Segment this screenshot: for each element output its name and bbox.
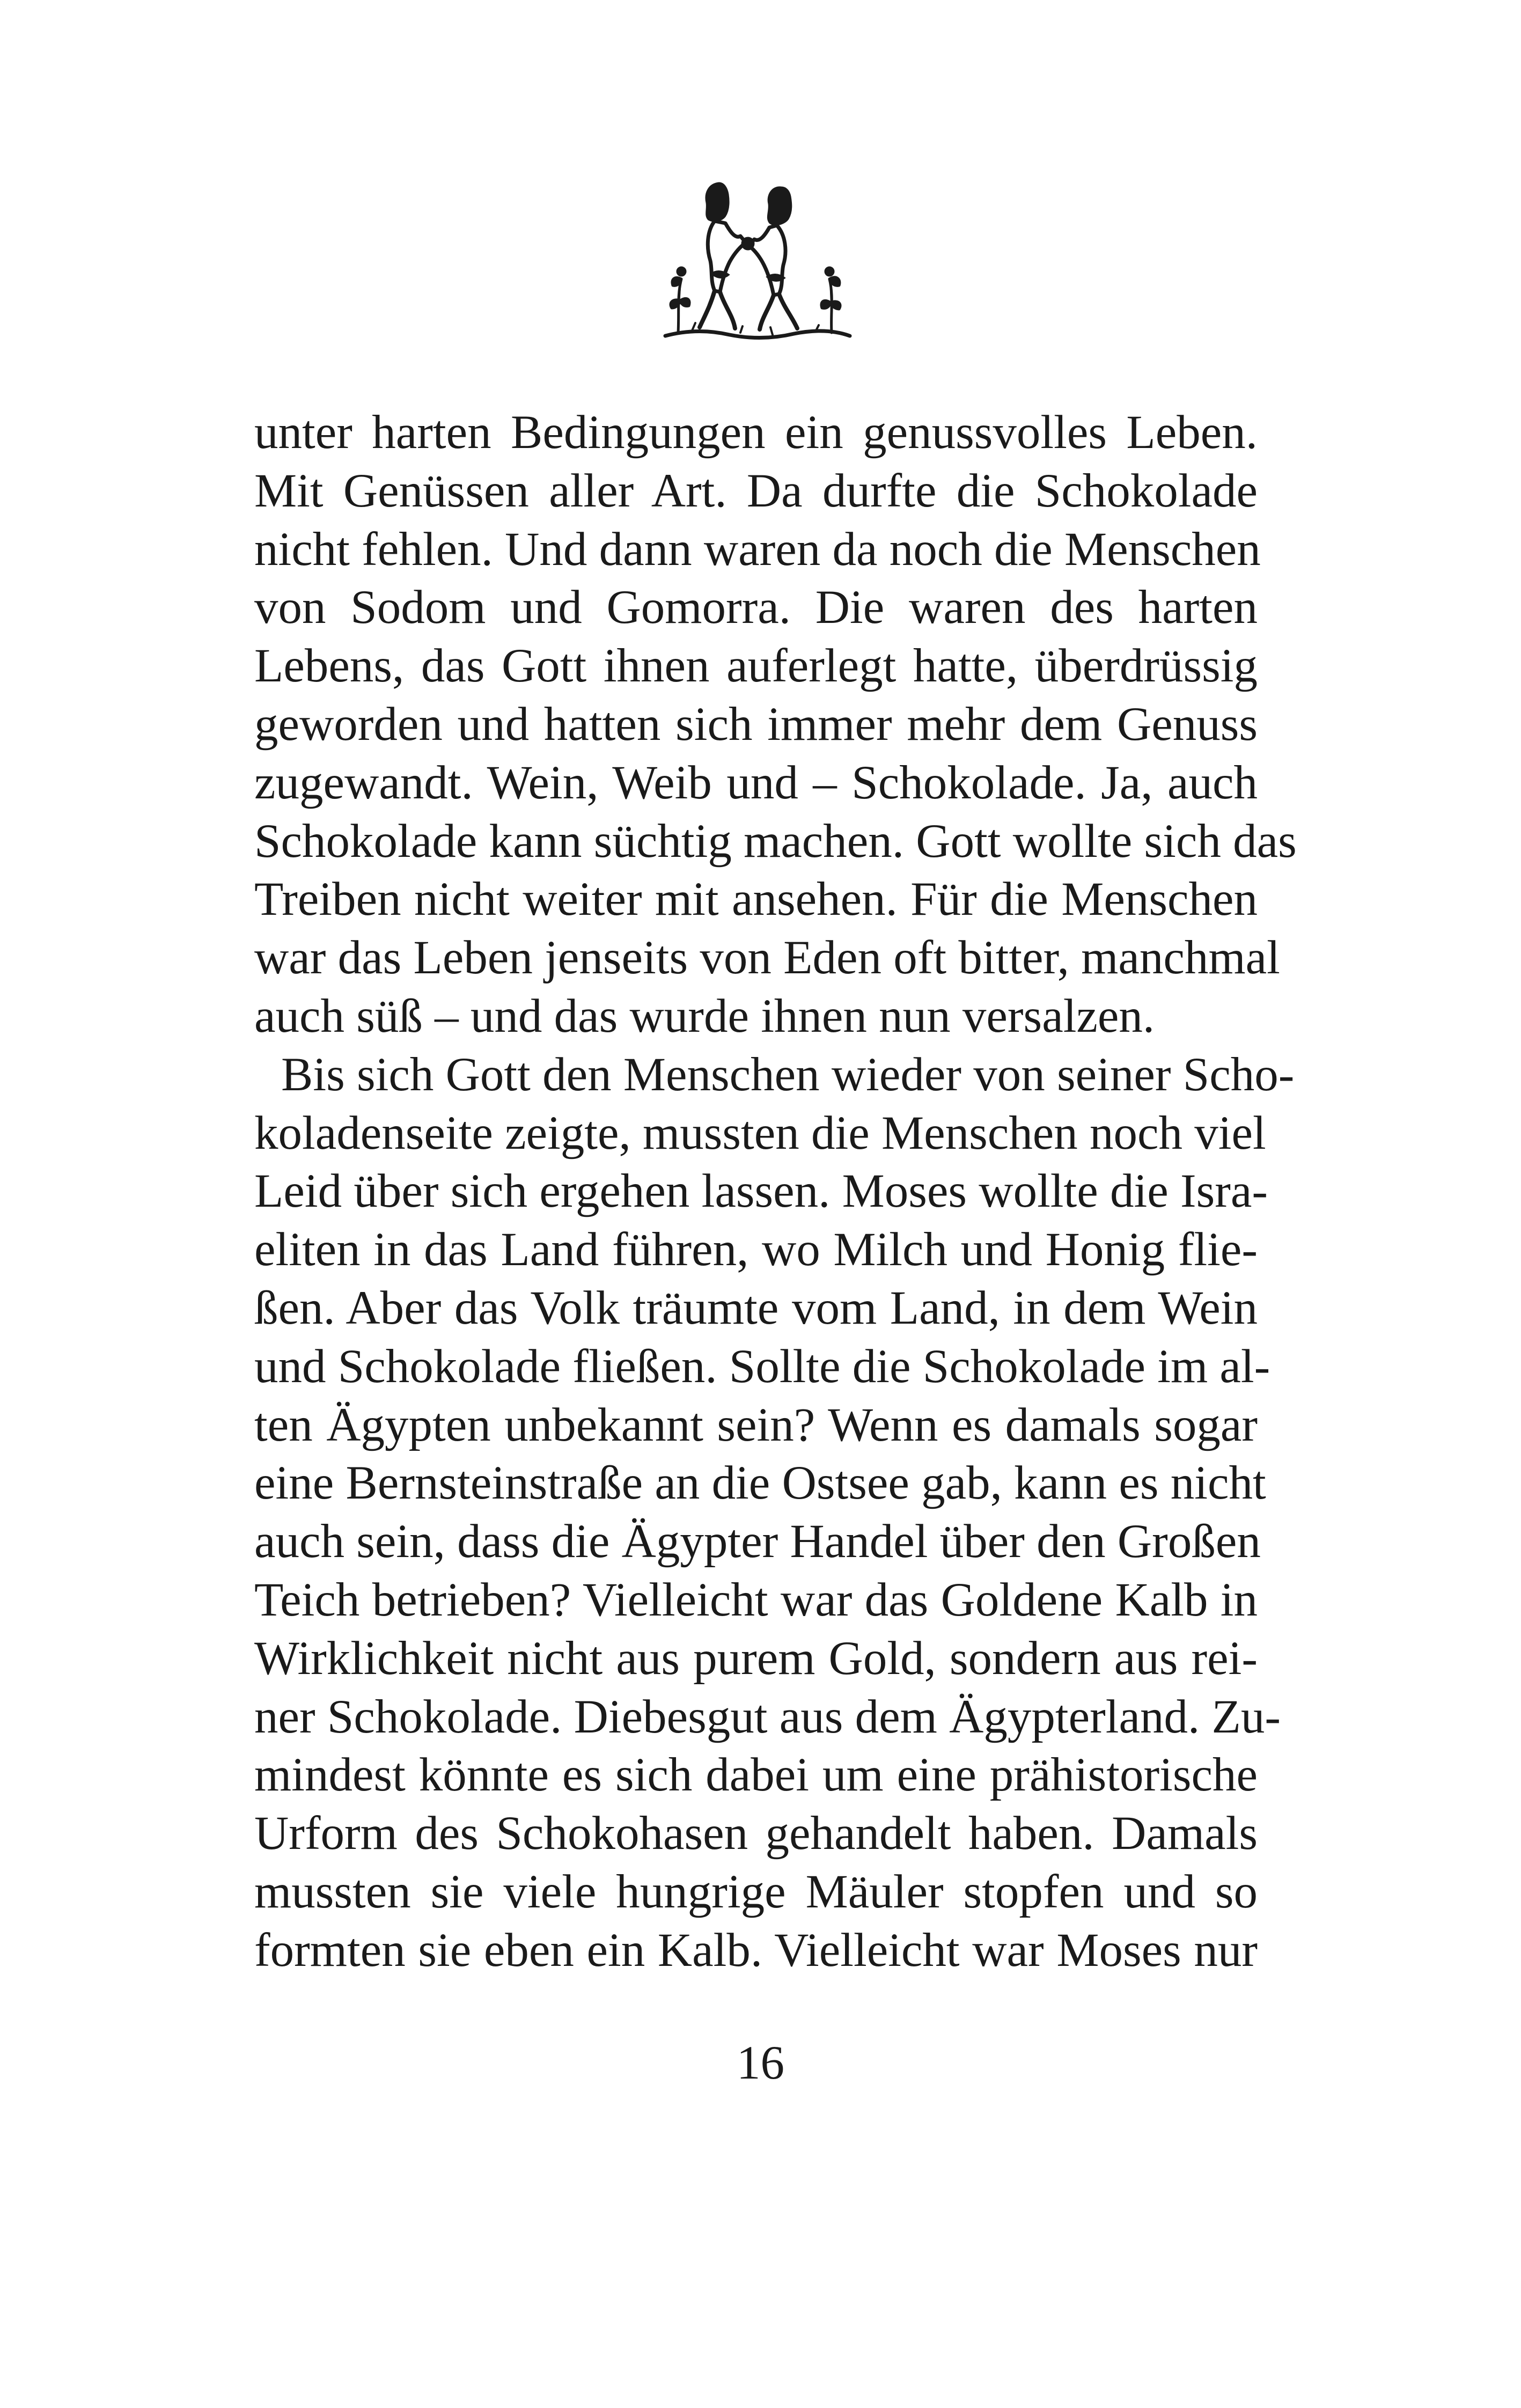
text-line: ner Schokolade. Diebesgut aus dem Ägypterland. Zu- xyxy=(254,1690,1281,1743)
text-line: zugewandt. Wein, Weib und – Schokolade. Ja, auch xyxy=(254,756,1258,809)
text-line: ten Ägypten unbekannt sein? Wenn es damals sogar xyxy=(254,1398,1258,1451)
text-line: von Sodom und Gomorra. Die waren des harten xyxy=(254,581,1258,634)
text-line: Bis sich Gott den Menschen wieder von seiner Scho- xyxy=(281,1048,1295,1101)
text-line: Wirklichkeit nicht aus purem Gold, sondern aus rei- xyxy=(254,1632,1258,1685)
text-line: ßen. Aber das Volk träumte vom Land, in dem Wein xyxy=(254,1281,1258,1334)
text-line: Leid über sich ergehen lassen. Moses wollte die Isra- xyxy=(254,1165,1268,1218)
text-line: Treiben nicht weiter mit ansehen. Für die Menschen xyxy=(254,873,1258,926)
text-line: formten sie eben ein Kalb. Vielleicht war Moses nur xyxy=(254,1924,1258,1977)
text-line: auch sein, dass die Ägypter Handel über den Großen xyxy=(254,1515,1261,1568)
text-line: Teich betrieben? Vielleicht war das Goldene Kalb in xyxy=(254,1573,1258,1626)
text-line: nicht fehlen. Und dann waren da noch die Menschen xyxy=(254,523,1261,576)
text-line: geworden und hatten sich immer mehr dem Genuss xyxy=(254,698,1258,751)
text-line: koladenseite zeigte, mussten die Menschen noch viel xyxy=(254,1106,1266,1159)
text-line: Lebens, das Gott ihnen auferlegt hatte, überdrüssig xyxy=(254,640,1258,693)
text-line: mussten sie viele hungrige Mäuler stopfen und so xyxy=(254,1865,1258,1918)
text-line: Schokolade kann süchtig machen. Gott wollte sich das xyxy=(254,814,1297,868)
page-number: 16 xyxy=(737,2037,784,2089)
text-line: unter harten Bedingungen ein genussvolles Leben. xyxy=(254,406,1258,459)
text-line: eine Bernsteinstraße an die Ostsee gab, kann es nicht xyxy=(254,1457,1266,1510)
text-line: Mit Genüssen aller Art. Da durfte die Schokolade xyxy=(254,464,1258,517)
text-line: Urform des Schokohasen gehandelt haben. Damals xyxy=(254,1807,1258,1860)
text-line: und Schokolade fließen. Sollte die Schokolade im al- xyxy=(254,1340,1270,1393)
text-line: mindest könnte es sich dabei um eine prähistorische xyxy=(254,1749,1258,1802)
text-line: eliten in das Land führen, wo Milch und Honig flie- xyxy=(254,1223,1258,1276)
text-line: auch süß – und das wurde ihnen nun versalzen. xyxy=(254,989,1155,1043)
body-text xyxy=(254,403,1297,1980)
adam-and-eve-woodcut-icon xyxy=(655,172,858,343)
text-line: war das Leben jenseits von Eden oft bitter, manchmal xyxy=(254,931,1280,985)
